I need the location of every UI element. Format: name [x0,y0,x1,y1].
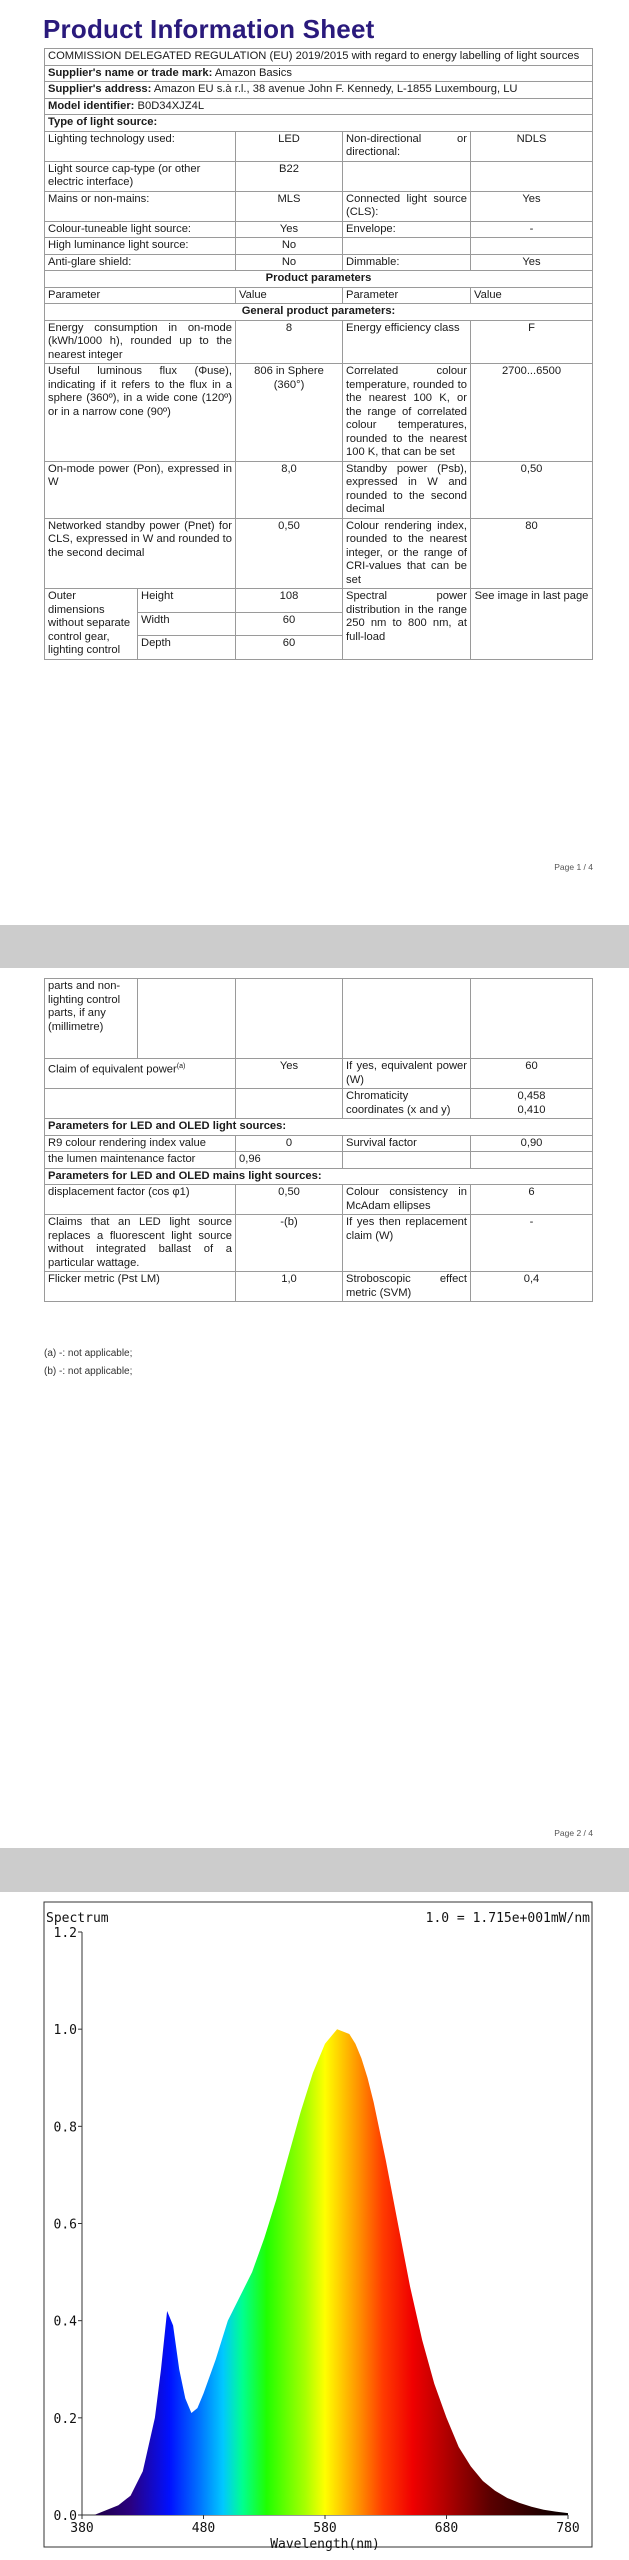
y-tick-label: 1.2 [53,1926,77,1941]
y-tick-label: 0.6 [53,2217,77,2233]
high-luminance-value: No [236,238,343,255]
equivalent-power-claim-label: Claim of equivalent power$^{(a)}$ [45,1059,236,1089]
col-header-parameter-2: Parameter [343,287,471,304]
x-tick-label: 380 [70,2521,94,2536]
standby-power-label: Standby power (Psb), expressed in W and rounded to the second decimal [343,461,471,518]
general-parameters-header: General product parameters: [45,304,593,321]
x-tick-label: 780 [556,2521,580,2536]
energy-consumption-label: Energy consumption in on-mode (kWh/1000 h), rounded up to the nearest integer [45,320,236,364]
envelope-value: - [471,221,593,238]
cri-value: 80 [471,518,593,589]
chart-title: Spectrum [46,1911,109,1926]
replacement-claim-value: - [471,1215,593,1272]
dimmable-value: Yes [471,254,593,271]
high-luminance-label: High luminance light source: [45,238,236,255]
outer-dimensions-label-cont: parts and non-lighting control parts, if any (millimetre) [45,979,138,1059]
x-tick-label: 480 [191,2521,216,2536]
colour-consistency-label: Colour consistency in McAdam ellipses [343,1185,471,1215]
col-header-value: Value [236,287,343,304]
supplier-name-row: Supplier's name or trade mark: Amazon Basics [45,65,593,82]
page-number-1: Page 1 / 4 [554,862,593,872]
spd-value: See image in last page [471,589,593,660]
product-parameters-header: Product parameters [45,271,593,288]
colour-tuneable-value: Yes [236,221,343,238]
colour-tuneable-label: Colour-tuneable light source: [45,221,236,238]
chart-annotation: 1.0 = 1.715e+001mW/nm [425,1911,590,1926]
flicker-metric-value: 1,0 [236,1272,343,1302]
y-tick-label: 1.0 [53,2023,77,2039]
anti-glare-label: Anti-glare shield: [45,254,236,271]
x-ticks [70,2515,579,2536]
info-table-part-1 [44,48,593,660]
energy-class-label: Energy efficiency class [343,320,471,364]
mains-value: MLS [236,191,343,221]
spectrum-chart [0,1892,629,2560]
replacement-claim-label: If yes then replacement claim (W) [343,1215,471,1272]
footnote-b: (b) -: not applicable; [44,1366,133,1377]
x-axis-label: Wavelength(nm) [270,2537,380,2552]
width-label: Width [138,612,236,636]
footnote-a: (a) -: not applicable; [44,1348,133,1359]
outer-dimensions-label: Outer dimensions without separate control gear, lighting control [45,589,138,660]
flicker-metric-label: Flicker metric (Pst LM) [45,1272,236,1302]
page-1 [0,0,629,925]
page-2 [0,968,629,1848]
height-label: Height [138,589,236,613]
r9-value: 0 [236,1135,343,1152]
spd-label: Spectral power distribution in the range 250 nm to 800 nm, at full-load [343,589,471,660]
r9-label: R9 colour rendering index value [45,1135,236,1152]
supplier-address-row: Supplier's address: Amazon EU s.à r.l., 38 avenue John F. Kennedy, L-1855 Luxembourg, LU [45,82,593,99]
spectrum-area [82,2029,568,2515]
envelope-label: Envelope: [343,221,471,238]
survival-factor-label: Survival factor [343,1135,471,1152]
standby-power-value: 0,50 [471,461,593,518]
luminous-flux-value: 806 in Sphere (360°) [236,364,343,462]
cap-value: B22 [236,161,343,191]
col-header-value-2: Value [471,287,593,304]
colour-consistency-value: 6 [471,1185,593,1215]
led-parameters-header: Parameters for LED and OLED light sources: [45,1119,593,1136]
dimmable-label: Dimmable: [343,254,471,271]
networked-standby-label: Networked standby power (Pnet) for CLS, expressed in W and rounded to the second decimal [45,518,236,589]
equivalent-power-value: 60 [471,1059,593,1089]
on-mode-power-value: 8,0 [236,461,343,518]
chromaticity-label: Chromaticity coordinates (x and y) [343,1089,471,1119]
connected-label: Connected light source (CLS): [343,191,471,221]
height-value: 108 [236,589,343,613]
cri-label: Colour rendering index, rounded to the nearest integer, or the range of CRI-values that can be set [343,518,471,589]
model-row: Model identifier: B0D34XJZ4L [45,98,593,115]
width-value: 60 [236,612,343,636]
regulation-text: COMMISSION DELEGATED REGULATION (EU) 2019/2015 with regard to energy labelling of light sources [45,49,593,66]
nondir-value: NDLS [471,131,593,161]
fluorescent-claim-label: Claims that an LED light source replaces a fluorescent light source without integrated ballast of a particular wattage. [45,1215,236,1272]
x-tick-label: 680 [434,2521,459,2536]
y-tick-label: 0.4 [53,2314,77,2330]
y-ticks [54,1926,82,2524]
energy-consumption-value: 8 [236,320,343,364]
page-title: Product Information Sheet [43,14,375,44]
lumen-maintenance-label: the lumen maintenance factor [45,1152,236,1169]
col-header-parameter: Parameter [45,287,236,304]
displacement-factor-value: 0,50 [236,1185,343,1215]
equivalent-power-label: If yes, equivalent power (W) [343,1059,471,1089]
energy-class-value: F [471,320,593,364]
nondir-label: Non-directional or directional: [343,131,471,161]
cct-value: 2700...6500 [471,364,593,462]
y-tick-label: 0.2 [53,2411,77,2427]
chromaticity-value: 0,458 0,410 [471,1089,593,1119]
page-3 [0,1892,629,2560]
info-table-part-2 [44,978,593,1302]
y-tick-label: 0.0 [53,2509,77,2524]
mains-parameters-header: Parameters for LED and OLED mains light sources: [45,1168,593,1185]
tech-label: Lighting technology used: [45,131,236,161]
tech-value: LED [236,131,343,161]
depth-value: 60 [236,636,343,660]
depth-label: Depth [138,636,236,660]
cap-label: Light source cap-type (or other electric interface) [45,161,236,191]
lumen-maintenance-value: 0,96 [236,1152,343,1169]
survival-factor-value: 0,90 [471,1135,593,1152]
connected-value: Yes [471,191,593,221]
mains-label: Mains or non-mains: [45,191,236,221]
stroboscopic-value: 0,4 [471,1272,593,1302]
equivalent-power-claim-value: Yes [236,1059,343,1089]
page-gap [0,925,629,968]
page-gap [0,1848,629,1892]
displacement-factor-label: displacement factor (cos φ1) [45,1185,236,1215]
fluorescent-claim-value: -(b) [236,1215,343,1272]
anti-glare-value: No [236,254,343,271]
on-mode-power-label: On-mode power (Pon), expressed in W [45,461,236,518]
luminous-flux-label: Useful luminous flux (Φuse), indicating if it refers to the flux in a sphere (360º), in a wide cone (120º) or in a narrow cone (90º) [45,364,236,462]
stroboscopic-label: Stroboscopic effect metric (SVM) [343,1272,471,1302]
page-number-2: Page 2 / 4 [554,1828,593,1838]
x-tick-label: 580 [313,2521,337,2536]
networked-standby-value: 0,50 [236,518,343,589]
y-tick-label: 0.8 [53,2120,77,2136]
cct-label: Correlated colour temperature, rounded to the nearest 100 K, or the range of correlated colour temperatures, rounded to the nearest 100 K, that can be set [343,364,471,462]
table-continued-wrapper [0,978,629,1378]
type-header: Type of light source: [45,115,593,132]
